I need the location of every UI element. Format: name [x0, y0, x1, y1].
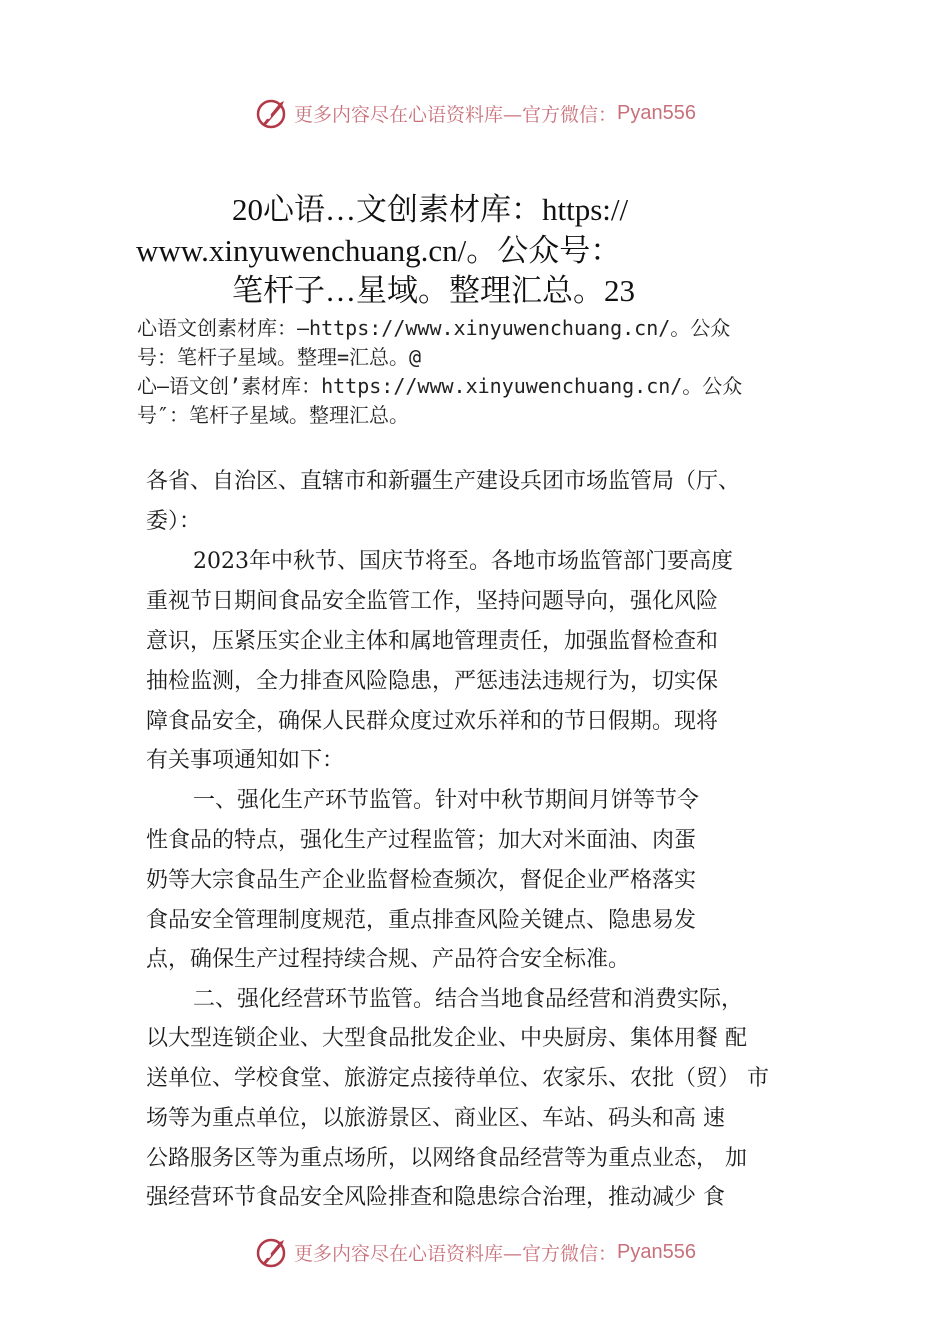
header-banner — [0, 93, 950, 133]
pen-circle-logo-icon — [254, 1234, 290, 1270]
paragraph-line: 重视节日期间食品安全监管工作，坚持问题导向，强化风险 — [146, 589, 719, 614]
salutation-line-2: 委）： — [146, 509, 202, 534]
paragraph-line: 场等为重点单位，以旅游景区、商业区、车站、码头和高 速 — [146, 1106, 725, 1131]
title-line-1: 20心语…文创素材库：https:// — [232, 192, 629, 227]
notice-line-4: 号″：笔杆子星域。整理汇总。 — [137, 403, 410, 427]
salutation-line-1: 各省、自治区、直辖市和新疆生产建设兵团市场监管局（厅、 — [146, 469, 741, 494]
pen-circle-logo-icon — [254, 95, 290, 131]
paragraph-line: 二、强化经营环节监管。结合当地食品经营和消费实际， — [193, 987, 744, 1012]
paragraph-line: 障食品安全，确保人民群众度过欢乐祥和的节日假期。现将 — [146, 709, 719, 734]
paragraph-line: 意识，压紧压实企业主体和属地管理责任，加强监督检查和 — [146, 629, 719, 654]
paragraph-line: 点，确保生产过程持续合规、产品符合安全标准。 — [146, 947, 631, 972]
banner-wechat-id: Pyan556 — [617, 101, 696, 124]
paragraph-line: 奶等大宗食品生产企业监督检查频次，督促企业严格落实 — [146, 868, 697, 893]
paragraph-line: 食品安全管理制度规范，重点排查风险关键点、隐患易发 — [146, 908, 697, 933]
paragraph-line: 有关事项通知如下： — [146, 748, 345, 773]
paragraph-line: 性食品的特点，强化生产过程监管；加大对米面油、肉蛋 — [146, 828, 697, 853]
banner-text: 更多内容尽在心语资料库—官方微信： — [294, 1242, 618, 1265]
paragraph-line: 2023年中秋节、国庆节将至。各地市场监管部门要高度 — [193, 549, 733, 574]
title-line-3: 笔杆子…星域。整理汇总。23 — [232, 273, 635, 308]
paragraph-line: 公路服务区等为重点场所，以网络食品经营等为重点业态， 加 — [146, 1146, 747, 1171]
banner-text: 更多内容尽在心语资料库—官方微信： — [294, 103, 618, 126]
notice-line-1: 心语文创素材库：—https://www.xinyuwenchuang.cn/。公众 — [137, 316, 731, 340]
paragraph-line: 送单位、学校食堂、旅游定点接待单位、农家乐、农批（贸） 市 — [146, 1066, 769, 1091]
paragraph-line: 强经营环节食品安全风险排查和隐患综合治理，推动减少 食 — [146, 1185, 725, 1210]
paragraph-line: 抽检监测，全力排查风险隐患，严惩违法违规行为，切实保 — [146, 669, 719, 694]
notice-line-2: 号：笔杆子星域。整理=汇总。@ — [137, 345, 422, 369]
banner-wechat-id: Pyan556 — [617, 1240, 696, 1263]
title-line-2: www.xinyuwenchuang.cn/。公众号： — [136, 233, 622, 268]
footer-banner — [0, 1232, 950, 1272]
notice-line-3: 心—语文创’素材库：https://www.xinyuwenchuang.cn/。公众 — [137, 374, 743, 398]
paragraph-line: 以大型连锁企业、大型食品批发企业、中央厨房、集体用餐 配 — [146, 1026, 747, 1051]
paragraph-line: 一、强化生产环节监管。针对中秋节期间月饼等节令 — [193, 788, 700, 813]
